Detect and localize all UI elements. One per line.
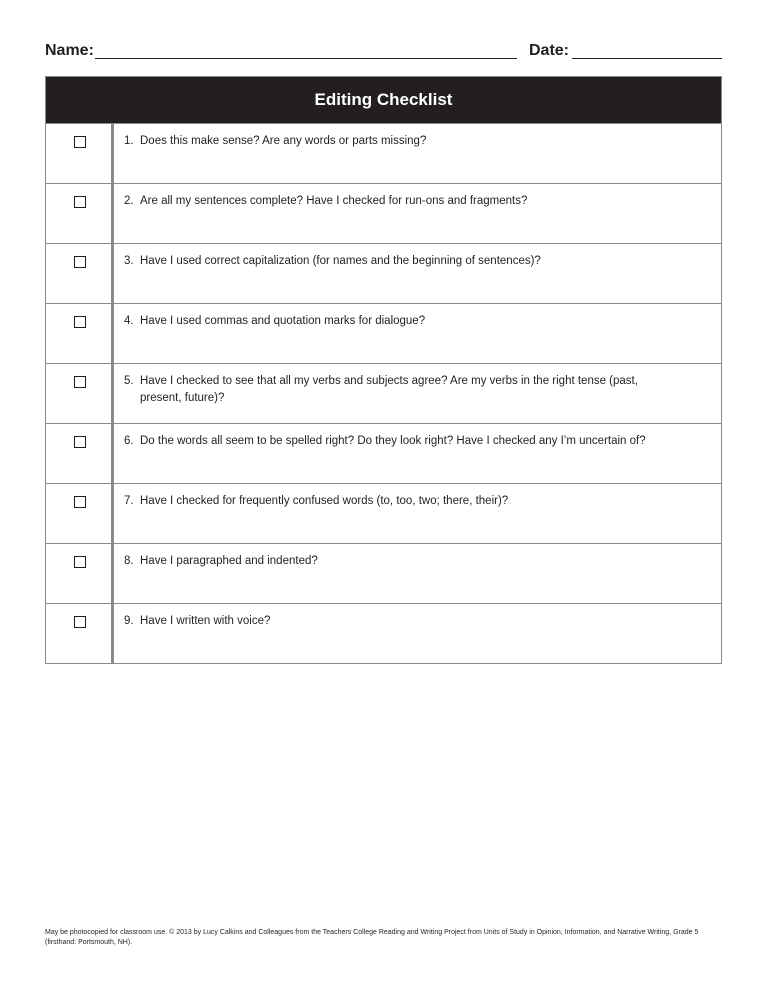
item-number: 8.	[124, 555, 134, 567]
checklist-item	[114, 124, 721, 183]
checklist-item	[114, 364, 721, 423]
item-number: 2.	[124, 195, 134, 207]
checklist-item	[114, 184, 721, 243]
checklist-item	[114, 424, 721, 483]
item-text: Have I checked for frequently confused words (to, too, two; there, their)?	[140, 495, 509, 507]
checkbox-cell	[46, 424, 114, 483]
checklist-item	[114, 244, 721, 303]
checkbox[interactable]	[74, 556, 86, 568]
item-text: Have I paragraphed and indented?	[140, 555, 318, 567]
checklist-row	[46, 543, 721, 603]
checklist-row	[46, 183, 721, 243]
checklist-row	[46, 483, 721, 543]
item-text: Have I used commas and quotation marks for dialogue?	[140, 315, 426, 327]
checkbox[interactable]	[74, 376, 86, 388]
checkbox-cell	[46, 544, 114, 603]
item-number: 5.	[124, 375, 134, 387]
checklist-row	[46, 303, 721, 363]
checklist-row	[46, 603, 721, 663]
checkbox-cell	[46, 364, 114, 423]
item-number: 4.	[124, 315, 134, 327]
copyright-footer: May be photocopied for classroom use. © 2013 by Lucy Calkins and Colleagues from the Teachers College Reading and Writing Project from Units of Study in Opinion, Information, and Narrative Writing, Grade 5 (firsthand: Portsmouth, NH).	[45, 929, 699, 946]
checkbox-cell	[46, 244, 114, 303]
checkbox-cell	[46, 604, 114, 663]
checkbox-cell	[46, 484, 114, 543]
item-text: Have I written with voice?	[140, 615, 271, 627]
item-number: 7.	[124, 495, 134, 507]
checkbox[interactable]	[74, 496, 86, 508]
checkbox-cell	[46, 304, 114, 363]
item-text: Have I used correct capitalization (for names and the beginning of sentences)?	[140, 255, 541, 267]
name-label: Name:	[45, 42, 94, 59]
checkbox[interactable]	[74, 256, 86, 268]
header-line	[45, 40, 722, 64]
checklist-item	[114, 604, 721, 663]
checklist-row	[46, 123, 721, 183]
editing-checklist-table	[45, 76, 722, 664]
item-text: Have I checked to see that all my verbs and subjects agree? Are my verbs in the right tense (past, present, future)?	[140, 375, 638, 404]
checkbox-cell	[46, 184, 114, 243]
item-number: 6.	[124, 435, 134, 447]
checklist-item	[114, 304, 721, 363]
checklist-item	[114, 544, 721, 603]
checkbox-cell	[46, 124, 114, 183]
item-text: Does this make sense? Are any words or parts missing?	[140, 135, 427, 147]
checklist-row	[46, 363, 721, 423]
checkbox[interactable]	[74, 136, 86, 148]
checklist-item	[114, 484, 721, 543]
checkbox[interactable]	[74, 196, 86, 208]
item-number: 1.	[124, 135, 134, 147]
item-number: 9.	[124, 615, 134, 627]
name-blank-line[interactable]	[95, 58, 517, 59]
item-text: Are all my sentences complete? Have I checked for run-ons and fragments?	[140, 195, 528, 207]
checklist-row	[46, 243, 721, 303]
checkbox[interactable]	[74, 436, 86, 448]
date-label: Date:	[529, 42, 570, 59]
checkbox[interactable]	[74, 616, 86, 628]
checklist-row	[46, 423, 721, 483]
item-number: 3.	[124, 255, 134, 267]
checkbox[interactable]	[74, 316, 86, 328]
item-text: Do the words all seem to be spelled right? Do they look right? Have I checked any I’m uncertain of?	[140, 435, 646, 447]
checklist-title: Editing Checklist	[46, 77, 721, 123]
date-blank-line[interactable]	[572, 58, 722, 59]
